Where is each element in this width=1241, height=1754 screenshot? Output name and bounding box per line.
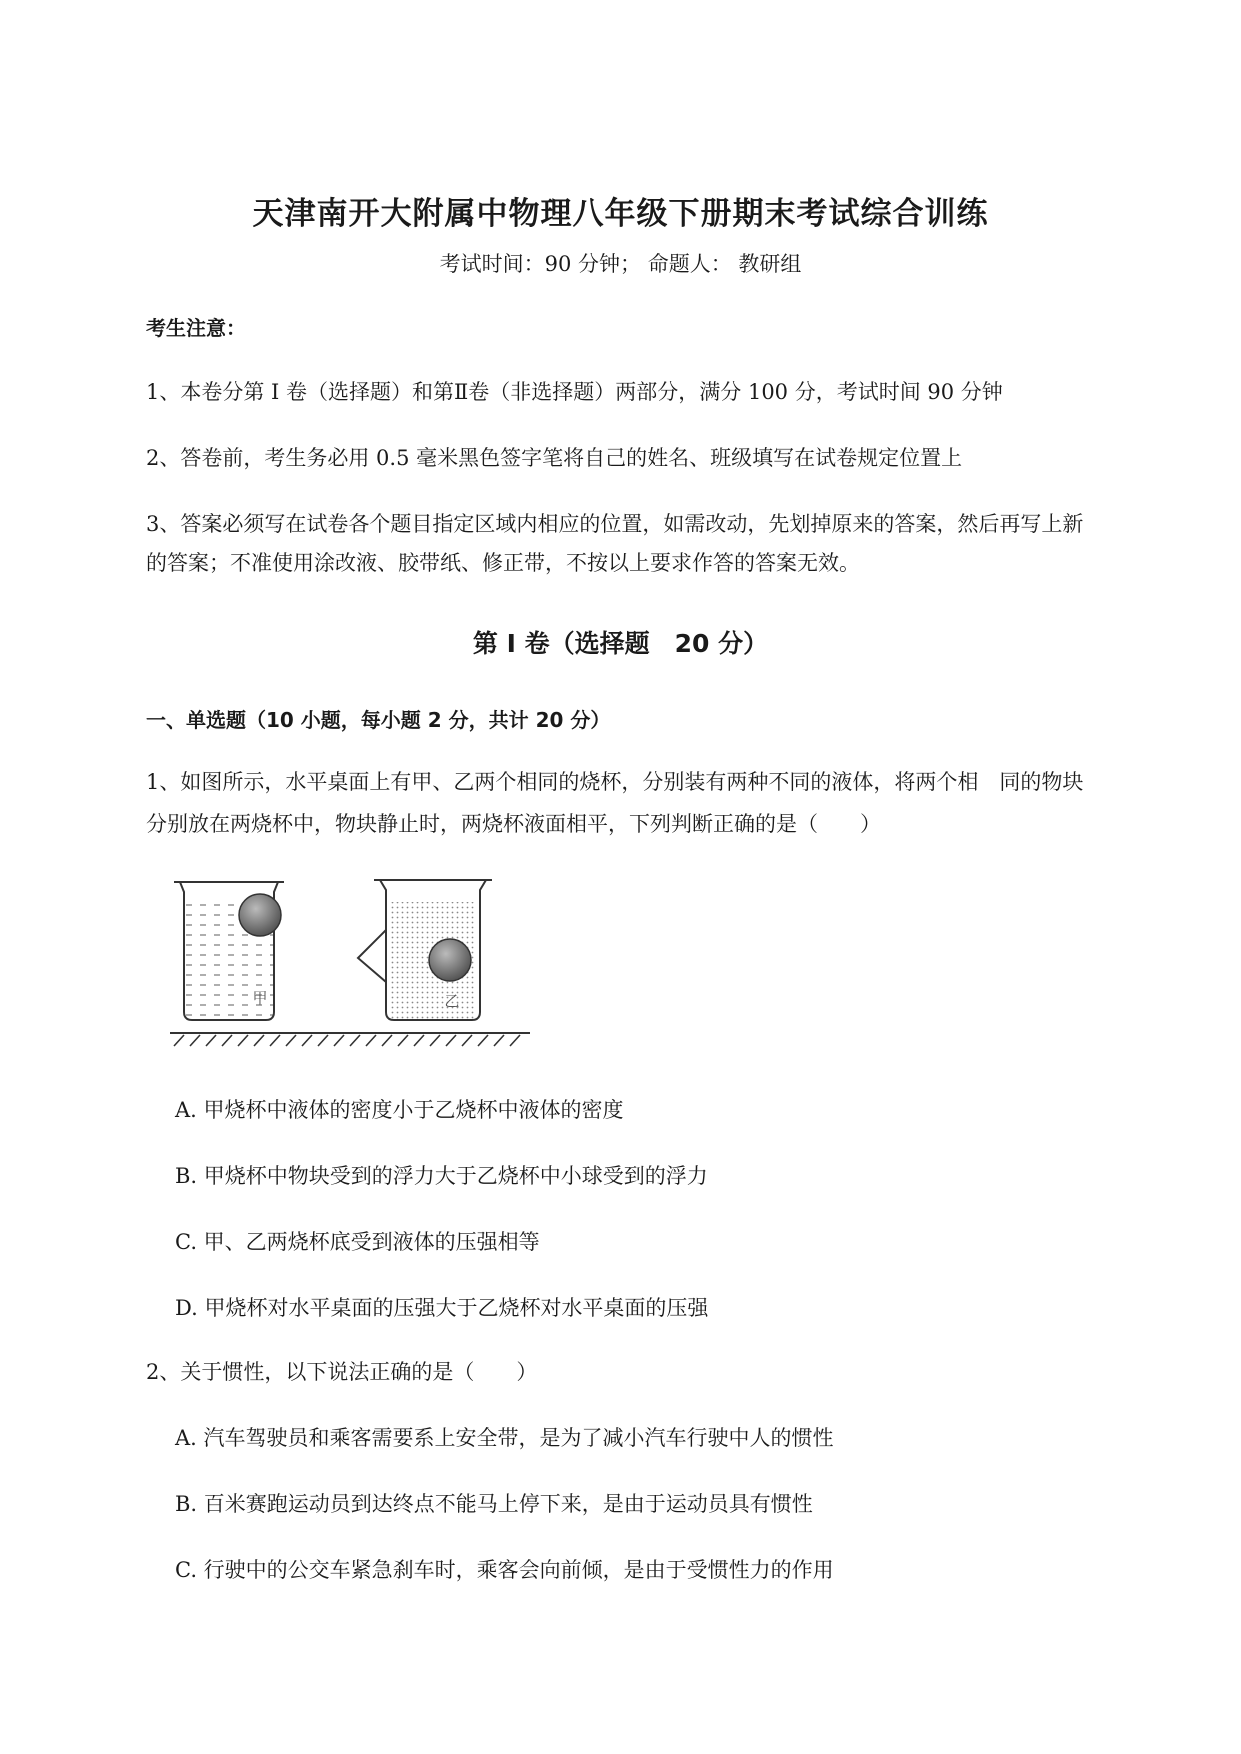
question-1-option-a: A. 甲烧杯中液体的密度小于乙烧杯中液体的密度 xyxy=(175,1098,624,1122)
question-2-stem: 2、关于惯性，以下说法正确的是（ ） xyxy=(146,1360,538,1384)
notice-item-3: 3、答案必须写在试卷各个题目指定区域内相应的位置，如需改动，先划掉原来的答案，然后再写上新 xyxy=(146,512,1084,536)
question-1-stem-line-1: 1、如图所示，水平桌面上有甲、乙两个相同的烧杯，分别装有两种不同的液体，将两个相 同的物块 xyxy=(146,770,1084,794)
beaker-jia xyxy=(174,882,284,1020)
block-yi xyxy=(429,939,471,981)
notice-item-3-cont: 的答案；不准使用涂改液、胶带纸、修正带，不按以上要求作答的答案无效。 xyxy=(146,551,860,575)
question-1-stem-line-2: 分别放在两烧杯中，物块静止时，两烧杯液面相平，下列判断正确的是（ ） xyxy=(146,812,881,836)
section-title: 第 I 卷（选择题 20 分） xyxy=(472,629,769,658)
exam-title: 天津南开大附属中物理八年级下册期末考试综合训练 xyxy=(252,196,989,232)
notice-item-2: 2、答卷前，考生务必用 0.5 毫米黑色签字笔将自己的姓名、班级填写在试卷规定位置上 xyxy=(146,446,963,470)
question-1-option-d: D. 甲烧杯对水平桌面的压强大于乙烧杯对水平桌面的压强 xyxy=(175,1296,709,1320)
notice-item-1: 1、本卷分第 I 卷（选择题）和第Ⅱ卷（非选择题）两部分，满分 100 分，考试时间 90 分钟 xyxy=(146,380,1003,404)
table-surface xyxy=(170,1033,530,1046)
beaker-yi xyxy=(358,880,492,1020)
question-1-option-c: C. 甲、乙两烧杯底受到液体的压强相等 xyxy=(175,1230,540,1254)
question-1-option-b: B. 甲烧杯中物块受到的浮力大于乙烧杯中小球受到的浮力 xyxy=(175,1164,708,1188)
question-2-option-b: B. 百米赛跑运动员到达终点不能马上停下来，是由于运动员具有惯性 xyxy=(175,1492,813,1516)
notice-heading: 考生注意： xyxy=(146,316,246,340)
block-jia xyxy=(239,894,281,936)
figure-label-jia: 甲 xyxy=(252,989,268,1007)
figure-label-yi: 乙 xyxy=(444,992,460,1010)
question-2-option-c: C. 行驶中的公交车紧急刹车时，乘客会向前倾，是由于受惯性力的作用 xyxy=(175,1558,834,1582)
question-2-option-a: A. 汽车驾驶员和乘客需要系上安全带，是为了减小汽车行驶中人的惯性 xyxy=(175,1426,834,1450)
beakers-figure xyxy=(170,870,540,1055)
exam-subtitle: 考试时间：90 分钟； 命题人： 教研组 xyxy=(439,252,802,276)
part-title: 一、单选题（10 小题，每小题 2 分，共计 20 分） xyxy=(146,708,611,732)
